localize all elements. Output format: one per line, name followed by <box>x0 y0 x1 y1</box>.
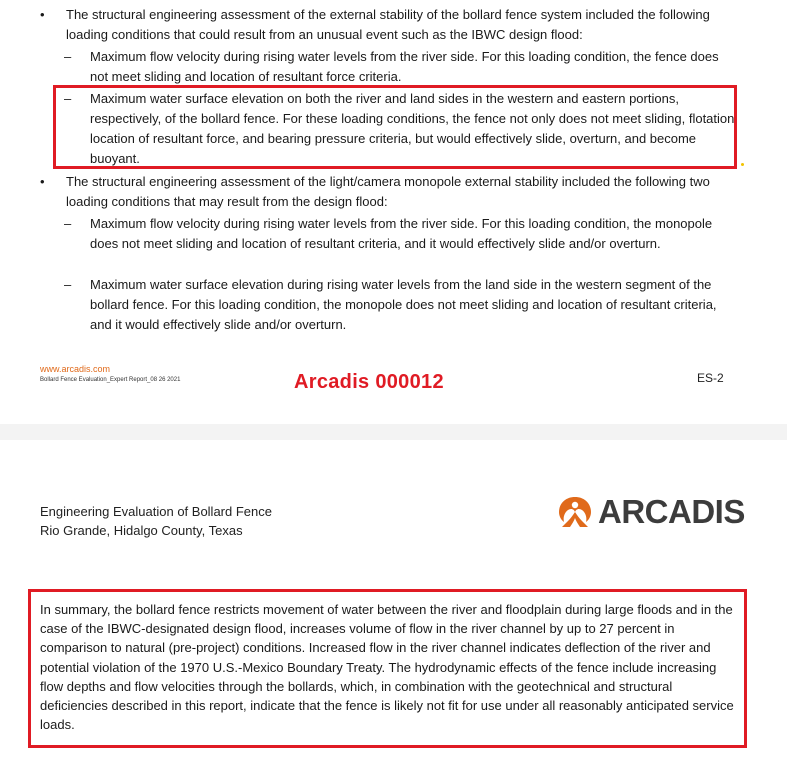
bullet-structural-assessment-monopole: The structural engineering assessment of the light/camera monopole external stability included the following two loading conditions that may result from the design flood: <box>66 174 710 209</box>
header-title: Engineering Evaluation of Bollard Fence <box>40 504 272 519</box>
footer-document-name: Bollard Fence Evaluation_Expert Report_08 26 2021 <box>40 377 181 383</box>
dash-marker: – <box>64 49 72 64</box>
subitem-fence-max-water-elevation: Maximum water surface elevation on both the river and land sides in the western and eastern portions, respectively, of the bollard fence. For these loading conditions, the fence not only does not meet sliding, flotation, location of resultant force, and bearing pressure criteria, but would effectively slide, overturn, and become buoyant. <box>90 91 738 166</box>
subitem-fence-max-flow-velocity: Maximum flow velocity during rising water levels from the river side. For this loading condition, the fence does not meet sliding and location of resultant force criteria. <box>90 49 719 84</box>
dash-marker: – <box>64 216 72 231</box>
arcadis-flame-icon <box>556 494 594 530</box>
logo-text: ARCADIS <box>598 493 745 530</box>
highlight-box-fence-buoyant <box>53 85 737 169</box>
subitem-monopole-max-water-elevation: Maximum water surface elevation during rising water levels from the land side in the western segment of the bollard fence. For this loading condition, the monopole does not meet sliding and location of resultant criteria, and it would effectively slide and/or overturn. <box>90 277 717 332</box>
dash-marker: – <box>64 91 72 106</box>
stray-mark <box>741 163 744 166</box>
bullet-marker: • <box>40 7 45 22</box>
bullet-structural-assessment-fence: The structural engineering assessment of the external stability of the bollard fence system included the following loading conditions that could result from an unusual event such as the IBWC design flood: <box>66 7 710 42</box>
footer-url-link[interactable]: www.arcadis.com <box>40 364 111 374</box>
bates-stamp: Arcadis 000012 <box>294 371 444 393</box>
page-separator <box>0 424 787 440</box>
header-subtitle: Rio Grande, Hidalgo County, Texas <box>40 523 243 538</box>
arcadis-logo <box>556 494 745 530</box>
summary-paragraph: In summary, the bollard fence restricts movement of water between the river and floodplain during large floods and in the case of the IBWC-designated design flood, increases volume of flow in the river channel by up to 27 percent in comparison to natural (pre-project) conditions. Increased flow in the river channel indicates deflection of the river and potential violation of the 1970 U.S.-Mexico Boundary Treaty. The hydrodynamic effects of the fence include increasing flow depths and flow velocities through the bollards, which, in combination with the geotechnical and structural deficiencies described in this report, indicate that the fence is likely not fit for use under all reasonably anticipated service loads. <box>40 602 734 733</box>
subitem-monopole-max-flow-velocity: Maximum flow velocity during rising water levels from the river side. For this loading condition, the monopole does not meet sliding and location of resultant criteria, and it would effectively slide and/or overturn. <box>90 216 713 251</box>
dash-marker: – <box>64 277 72 292</box>
bullet-marker: • <box>40 174 45 189</box>
page-number: ES-2 <box>697 371 724 385</box>
